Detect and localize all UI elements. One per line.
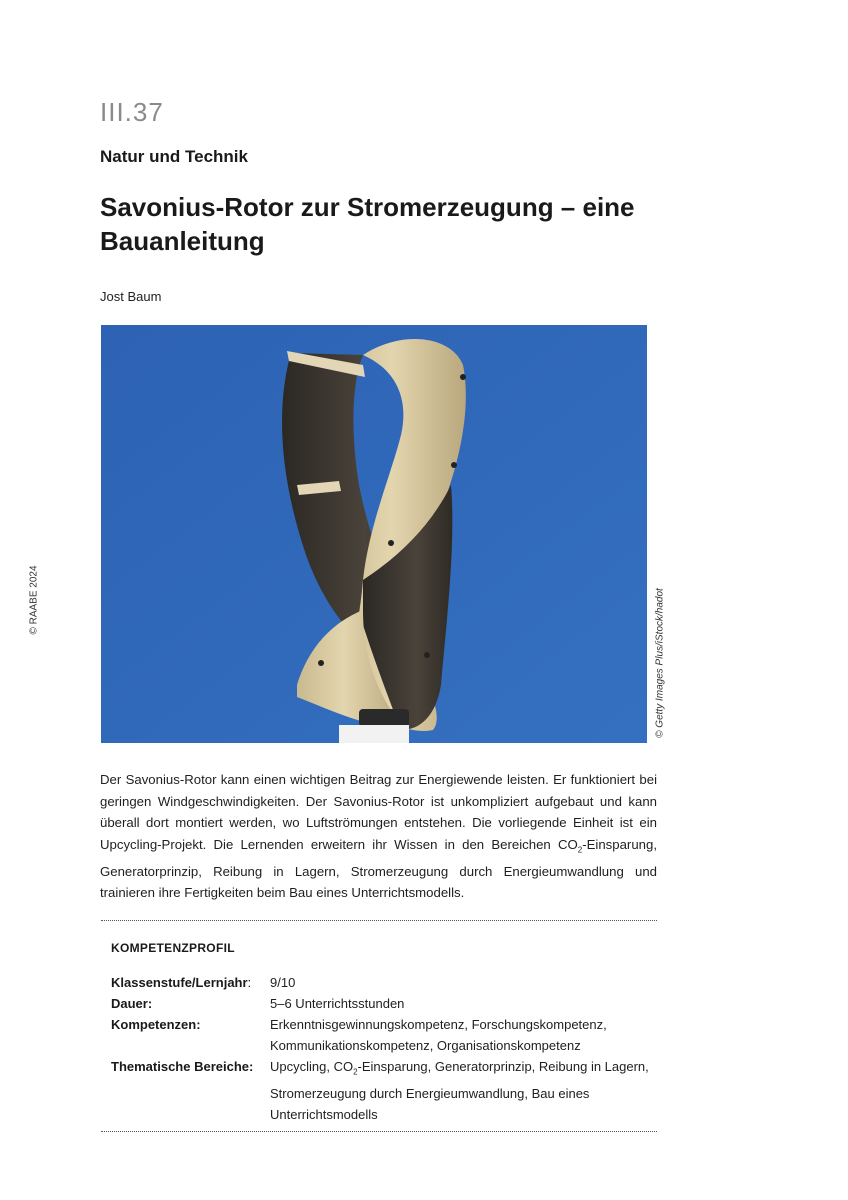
profile-row-grade xyxy=(111,972,651,993)
grade-label: Klassenstufe/Lernjahr: xyxy=(111,975,252,990)
profile-row-competences xyxy=(111,1014,651,1056)
intro-text-part2: -Einsparung, Generatorprinzip, Reibung in Lagern, Stromerzeugung durch Energieumwandlung und trainieren ihre Fertigkeiten beim Bau eines Unterrichtsmodells. xyxy=(100,836,657,901)
photo-credit: © Getty Images Plus/iStock/hadot xyxy=(654,588,666,738)
divider-top xyxy=(101,920,657,921)
intro-text-part1: Der Savonius-Rotor kann einen wichtigen Beitrag zur Energiewende leisten. Er funktioniert bei geringen Windgeschwindigkeiten. Der Savonius-Rotor ist unkompliziert aufgebaut und kann überall dort montiert werden, wo Luftströmungen entstehen. Die vorliegende Einheit ist ein Upcycling-Projekt. Die Lernenden erweitern ihr Wissen in den Bereichen CO xyxy=(100,772,657,852)
profile-row-topics xyxy=(111,1056,651,1122)
topics-label: Thematische Bereiche: xyxy=(111,1059,254,1074)
duration-label: Dauer: xyxy=(111,996,153,1011)
intro-subscript: 2 xyxy=(577,845,583,855)
profile-row-duration xyxy=(111,993,651,1014)
profile-heading: KOMPETENZPROFIL xyxy=(111,941,235,955)
competences-label: Kompetenzen: xyxy=(111,1017,201,1032)
divider-bottom xyxy=(101,1131,657,1132)
competences-value: Erkenntnisgewinnungskompetenz, Forschungskompetenz, Kommunikationskompetenz, Organisationskompetenz xyxy=(270,1017,607,1053)
savonius-rotor-photo xyxy=(101,325,647,743)
author-name: Jost Baum xyxy=(100,289,162,304)
intro-paragraph xyxy=(100,769,657,904)
section-number: III.37 xyxy=(100,97,164,127)
copyright-notice: © RAABE 2024 xyxy=(28,565,40,635)
page-title: Savonius-Rotor zur Stromerzeugung – eine Bauanleitung xyxy=(100,192,635,256)
grade-value: 9/10 xyxy=(270,975,296,990)
duration-value: 5–6 Unterrichtsstunden xyxy=(270,996,405,1011)
topics-value: Upcycling, $CO_2$-Einsparung, Generatorprinzip, Reibung in Lagern, Stromerzeugung durch Energieumwandlung, Bau eines Unterrichtsmodells xyxy=(270,1059,649,1122)
subject-heading: Natur und Technik xyxy=(100,147,248,166)
